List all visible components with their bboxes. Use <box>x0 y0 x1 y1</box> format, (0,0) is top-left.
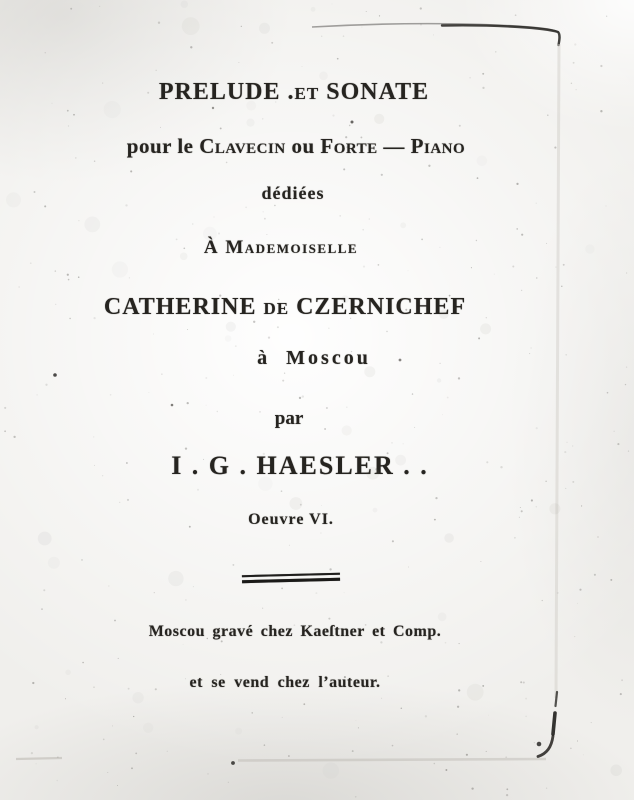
text-segment: par <box>274 408 304 429</box>
double-rule-lines <box>242 573 340 584</box>
text-segment: Forte — Piano <box>320 134 466 158</box>
text-segment: Mademoiselle <box>225 237 359 258</box>
place-line <box>23 347 605 370</box>
byline <box>0 408 580 430</box>
dedicatee-salutation <box>0 237 572 259</box>
text-segment: SONATE <box>319 79 430 105</box>
work-title <box>3 79 585 106</box>
text-segment: de <box>263 294 290 320</box>
text-segment: CATHERINE <box>103 294 264 320</box>
text-segment: dédiées <box>261 183 325 203</box>
text-segment: ou <box>285 134 321 158</box>
text-segment: PRELUDE . <box>158 79 295 105</box>
text-segment: et <box>294 79 320 105</box>
double-rule <box>0 574 582 582</box>
text-segment: Moscou gravé chez Kaeſtner et Comp. <box>148 623 442 640</box>
imprint-line-2 <box>0 674 576 692</box>
text-segment: I . G . HAESLER . . <box>171 451 429 480</box>
instrumentation-line <box>5 134 587 159</box>
text-segment: Oeuvre VI. <box>248 511 334 528</box>
imprint-line-1 <box>4 623 586 641</box>
text-segment: et se vend chez l’auteur. <box>189 674 381 691</box>
dedication-word <box>2 183 584 204</box>
text-segment: Clavecin <box>199 134 286 158</box>
composer-name <box>9 451 591 481</box>
dedicatee-name <box>0 294 576 321</box>
text-segment: À <box>203 237 226 258</box>
text-segment: pour le <box>126 134 200 158</box>
opus-number <box>0 511 582 529</box>
text-segment: CZERNICHEF <box>289 294 467 320</box>
text-segment: à Moscou <box>257 347 371 369</box>
